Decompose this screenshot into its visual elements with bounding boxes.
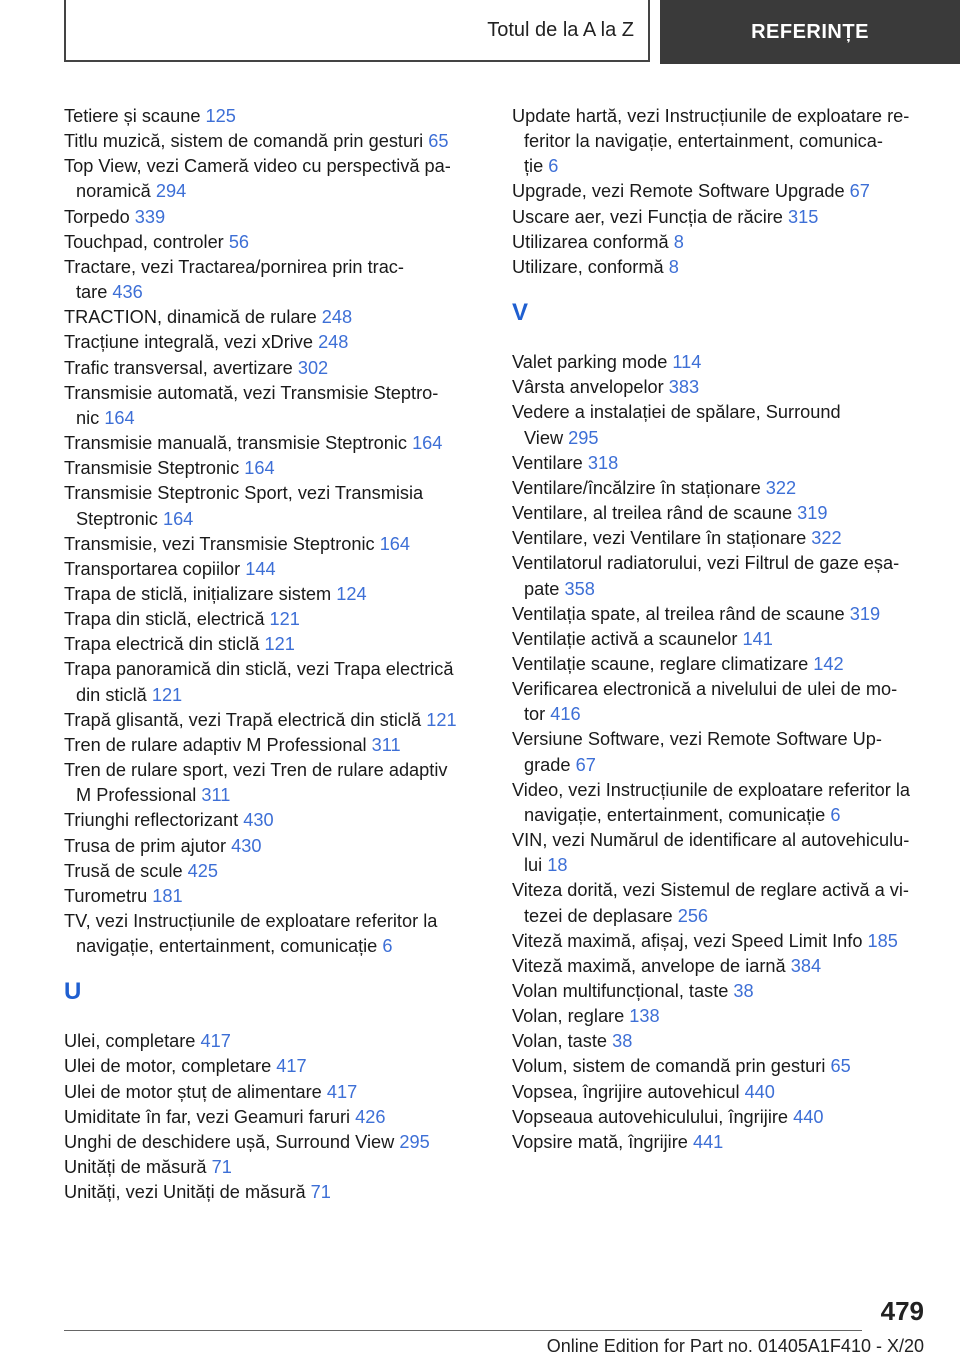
entry-text: Trapa electrică din sticlă [64, 634, 260, 655]
page-link[interactable]: 302 [297, 357, 329, 378]
page-link[interactable]: 295 [399, 1131, 430, 1152]
entry-text: Uscare aer, vezi Funcția de răcire [512, 206, 783, 227]
page-link[interactable]: 67 [849, 181, 870, 202]
entry-text: Steptronic [76, 508, 158, 529]
index-entry [64, 808, 484, 833]
page-link[interactable]: 6 [382, 936, 393, 957]
index-entry [64, 104, 484, 129]
entry-text: Volan, taste [512, 1031, 608, 1052]
index-entry [64, 230, 484, 255]
entry-text: Trapa de sticlă, inițializare sistem [64, 583, 332, 604]
entry-text: Unități, vezi Unități de măsură [64, 1182, 306, 1203]
entry-text: Unghi de deschidere ușă, Surround View [64, 1131, 395, 1152]
page-link[interactable]: 426 [355, 1106, 386, 1127]
page-link[interactable]: 315 [787, 206, 819, 227]
entry-text: Vopseaua autovehiculului, îngrijire [512, 1106, 789, 1127]
entry-text: Ventilare/încălzire în staționare [512, 477, 761, 498]
page-link[interactable]: 417 [200, 1031, 231, 1052]
entry-text: tare [76, 282, 108, 303]
entry-text: Update hartă, vezi Instrucțiunile de exploatare re- [512, 106, 910, 126]
page-link[interactable]: 164 [104, 407, 135, 428]
entry-text: Ventilare, vezi Ventilare în staționare [512, 528, 807, 549]
entry-text: Versiune Software, vezi Remote Software Up- [512, 729, 882, 750]
index-entry [512, 350, 932, 375]
entry-text: Trapa din sticlă, electrică [64, 609, 265, 630]
page-number: 479 [880, 1296, 924, 1326]
entry-text: Transmisie Steptronic Sport, vezi Transmisia [64, 483, 424, 504]
index-entry [512, 652, 932, 677]
entry-text: tor [524, 704, 546, 725]
entry-text: Volan multifuncțional, taste [512, 981, 729, 1001]
index-entry [64, 481, 484, 531]
page-link[interactable]: 121 [264, 634, 295, 655]
index-entry [64, 1130, 484, 1155]
entry-text: Tren de rulare adaptiv M Professional [64, 734, 367, 755]
entry-text: Ventilația spate, al treilea rând de scaune [512, 603, 845, 624]
page-link[interactable]: 38 [612, 1031, 633, 1052]
index-entry [512, 627, 932, 652]
index-entry [512, 451, 932, 476]
page-link[interactable]: 125 [205, 106, 236, 126]
index-entry [512, 1080, 932, 1105]
entry-text: Ulei, completare [64, 1031, 196, 1052]
page-link[interactable]: 8 [673, 231, 684, 252]
index-entry [64, 154, 484, 204]
entry-text: Tren de rulare sport, vezi Tren de rulare adaptiv [64, 760, 448, 781]
index-entry [64, 909, 484, 959]
page-link[interactable]: 440 [793, 1106, 824, 1127]
entry-text: Transmisie Steptronic [64, 458, 240, 479]
page-link[interactable]: 71 [310, 1182, 331, 1203]
index-entry [512, 375, 932, 400]
entry-text: Trafic transversal, avertizare [64, 357, 293, 378]
entry-text: Touchpad, controler [64, 231, 224, 252]
index-entry [512, 255, 932, 280]
entry-text: Vedere a instalației de spălare, Surround [512, 402, 841, 423]
page-link[interactable]: 141 [742, 628, 773, 649]
index-entry [512, 501, 932, 526]
entry-text: Ventilare, al treilea rând de scaune [512, 503, 793, 524]
index-entry [64, 1155, 484, 1180]
page-link[interactable]: 358 [564, 578, 595, 599]
entry-text: Tractare, vezi Tractarea/pornirea prin trac- [64, 256, 404, 277]
entry-text: Transmisie manuală, transmisie Steptronic [64, 433, 407, 454]
page-link[interactable]: 67 [575, 754, 596, 775]
page-link[interactable]: 248 [318, 332, 349, 353]
index-entry [64, 129, 484, 154]
index-entry [64, 1180, 484, 1205]
page-link[interactable]: 339 [134, 206, 166, 227]
entry-text: Vopsea, îngrijire autovehicul [512, 1081, 740, 1102]
index-entry [512, 929, 932, 954]
entry-text: Titlu muzică, sistem de comandă prin gesturi [64, 131, 424, 152]
index-entry [64, 582, 484, 607]
index-entry [64, 205, 484, 230]
page-link[interactable]: 319 [797, 503, 828, 524]
entry-text: Video, vezi Instrucțiunile de exploatare referitor la [512, 779, 910, 800]
entry-text: grade [524, 754, 571, 775]
footer-divider [64, 1330, 862, 1331]
entry-text: pate [524, 578, 560, 599]
page-link[interactable]: 6 [548, 156, 559, 177]
page-link[interactable]: 164 [412, 433, 443, 454]
page-link[interactable]: 318 [587, 452, 619, 473]
entry-text: Volum, sistem de comandă prin gesturi [512, 1056, 826, 1077]
page-link[interactable]: 6 [830, 804, 841, 825]
page-link[interactable]: 256 [677, 905, 709, 926]
index-entry [64, 859, 484, 884]
entry-text: Vârsta anvelopelor [512, 377, 664, 398]
entry-text: M Professional [76, 785, 197, 806]
index-entry [64, 884, 484, 909]
index-column-left [64, 104, 484, 1205]
index-entry [512, 828, 932, 878]
index-entry [64, 557, 484, 582]
index-entry [512, 230, 932, 255]
index-entry [512, 954, 932, 979]
page-link[interactable]: 114 [672, 352, 702, 373]
index-column-right [512, 104, 932, 1155]
page-link[interactable]: 142 [813, 653, 844, 674]
entry-text: Upgrade, vezi Remote Software Upgrade [512, 181, 845, 202]
index-entry [64, 1029, 484, 1054]
entry-text: Volan, reglare [512, 1006, 625, 1027]
page-link[interactable]: 416 [550, 704, 581, 725]
index-entry [64, 330, 484, 355]
page-link[interactable]: 121 [151, 684, 183, 705]
entry-text: Utilizare, conformă [512, 256, 664, 277]
entry-text: Triunghi reflectorizant [64, 810, 239, 831]
page-link[interactable]: 311 [201, 785, 231, 806]
index-entry [512, 1004, 932, 1029]
page-link[interactable]: 164 [244, 458, 275, 479]
index-entry [512, 727, 932, 777]
index-entry [512, 205, 932, 230]
index-entry [512, 400, 932, 450]
entry-text: tezei de deplasare [524, 905, 673, 926]
page-link[interactable]: 436 [112, 282, 143, 303]
section-tab: REFERINȚE [660, 0, 960, 64]
page-link[interactable]: 384 [790, 955, 822, 976]
page-link[interactable]: 65 [428, 131, 449, 152]
page-link[interactable]: 440 [744, 1081, 775, 1102]
entry-text: Turometru [64, 885, 148, 906]
index-entry [64, 758, 484, 808]
entry-text: Trapă glisantă, vezi Trapă electrică din sticlă [64, 709, 422, 730]
index-entry [512, 778, 932, 828]
index-entry [512, 1029, 932, 1054]
index-letter-heading: U [64, 978, 82, 1006]
index-entry [512, 179, 932, 204]
index-entry [512, 551, 932, 601]
index-entry [64, 1054, 484, 1079]
index-entry [512, 476, 932, 501]
entry-text: Umiditate în far, vezi Geamuri faruri [64, 1106, 351, 1127]
entry-text: Valet parking mode [512, 352, 668, 373]
index-entry [64, 431, 484, 456]
entry-text: noramică [76, 181, 151, 202]
entry-text: Torpedo [64, 206, 130, 227]
page-link[interactable]: 144 [245, 558, 276, 579]
page-link[interactable]: 311 [371, 734, 401, 755]
page-link[interactable]: 121 [426, 709, 457, 730]
index-entry [64, 834, 484, 859]
section-title: Totul de la A la Z [64, 0, 650, 62]
entry-text: TV, vezi Instrucțiunile de exploatare referitor la [64, 911, 438, 931]
entry-text: Ulei de motor, completare [64, 1056, 272, 1077]
page-link[interactable]: 319 [849, 603, 881, 624]
page-link[interactable]: 322 [765, 477, 797, 498]
entry-text: Viteza dorită, vezi Sistemul de reglare activă a vi- [512, 880, 909, 901]
page-link[interactable]: 164 [379, 533, 411, 554]
entry-text: Viteză maximă, afișaj, vezi Speed Limit Info [512, 930, 863, 951]
entry-text: Trusă de scule [64, 860, 183, 881]
page-link[interactable]: 417 [326, 1081, 358, 1102]
entry-text: Ventilație activă a scaunelor [512, 628, 738, 649]
index-entry [64, 255, 484, 305]
entry-text: VIN, vezi Numărul de identificare al autovehiculu- [512, 830, 910, 851]
index-entry [64, 532, 484, 557]
entry-text: Ventilare [512, 452, 583, 473]
page-link[interactable]: 56 [228, 231, 250, 252]
index-entry [64, 1105, 484, 1130]
page-link[interactable]: 124 [336, 583, 367, 604]
entry-text: Viteză maximă, anvelope de iarnă [512, 955, 786, 976]
entry-text: Tetiere și scaune [64, 106, 201, 126]
page-link[interactable]: 185 [867, 930, 898, 951]
page-link[interactable]: 8 [668, 256, 679, 277]
entry-text: Top View, vezi Cameră video cu perspectivă pa- [64, 156, 451, 177]
entry-text: Ventilatorul radiatorului, vezi Filtrul de gaze eșa- [512, 553, 900, 574]
page-link[interactable]: 181 [152, 885, 183, 906]
entry-text: Unități de măsură [64, 1157, 207, 1178]
index-entry [512, 1105, 932, 1130]
index-entry [512, 677, 932, 727]
entry-text: Transmisie, vezi Transmisie Steptronic [64, 533, 375, 554]
page-link[interactable]: 121 [269, 609, 300, 630]
entry-text: Tracțiune integrală, vezi xDrive [64, 332, 313, 353]
page-link[interactable]: 248 [321, 307, 353, 328]
page-header [64, 0, 960, 66]
index-entry [512, 526, 932, 551]
index-entry [512, 1054, 932, 1079]
index-entry [64, 456, 484, 481]
footer-edition: Online Edition for Part no. 01405A1F410 - X/20 [546, 1336, 924, 1356]
entry-text: din sticlă [76, 684, 147, 705]
entry-text: Utilizarea conformă [512, 231, 669, 252]
entry-text: Ulei de motor ștuț de alimentare [64, 1081, 322, 1102]
entry-text: feritor la navigație, entertainment, comunica- [524, 131, 883, 152]
page-link[interactable]: 295 [568, 427, 599, 448]
index-entry [512, 104, 932, 179]
entry-text: Verificarea electronică a nivelului de ulei de mo- [512, 679, 898, 700]
entry-text: View [524, 427, 564, 448]
page-link[interactable]: 164 [162, 508, 194, 529]
page-link[interactable]: 417 [276, 1056, 307, 1077]
entry-text: navigație, entertainment, comunicație [76, 936, 378, 957]
page-link[interactable]: 383 [668, 377, 700, 398]
page-link[interactable]: 18 [547, 855, 568, 876]
index-entry [64, 305, 484, 330]
entry-text: nic [76, 407, 100, 428]
entry-text: Ventilație scaune, reglare climatizare [512, 653, 809, 674]
entry-text: Transmisie automată, vezi Transmisie Steptro- [64, 382, 439, 403]
page-link[interactable]: 38 [733, 981, 754, 1001]
entry-text: Transportarea copiilor [64, 558, 241, 579]
index-entry [64, 708, 484, 733]
page-link[interactable]: 425 [187, 860, 219, 881]
page-link[interactable]: 294 [155, 181, 187, 202]
index-entry [512, 979, 932, 1004]
index-entry [64, 1080, 484, 1105]
index-entry [512, 878, 932, 928]
index-entry [64, 607, 484, 632]
page-link[interactable]: 430 [231, 835, 262, 856]
entry-text: ție [524, 156, 544, 177]
index-entry [64, 356, 484, 381]
entry-text: lui [524, 855, 543, 876]
page-link[interactable]: 71 [211, 1157, 232, 1178]
entry-text: navigație, entertainment, comunicație [524, 804, 826, 825]
entry-text: TRACTION, dinamică de rulare [64, 307, 317, 328]
index-letter-heading: V [512, 299, 529, 327]
entry-text: Vopsire mată, îngrijire [512, 1131, 688, 1152]
entry-text: Trusa de prim ajutor [64, 835, 227, 856]
page-link[interactable]: 138 [629, 1006, 660, 1027]
index-entry [64, 632, 484, 657]
entry-text: Trapa panoramică din sticlă, vezi Trapa electrică [64, 659, 454, 680]
index-entry [64, 381, 484, 431]
index-entry [64, 733, 484, 758]
index-entry [512, 1130, 932, 1155]
index-entry [64, 657, 484, 707]
page-link[interactable]: 441 [692, 1131, 724, 1152]
page-link[interactable]: 322 [811, 528, 842, 549]
index-entry [512, 602, 932, 627]
page-link[interactable]: 430 [243, 810, 274, 831]
page-link[interactable]: 65 [830, 1056, 851, 1077]
